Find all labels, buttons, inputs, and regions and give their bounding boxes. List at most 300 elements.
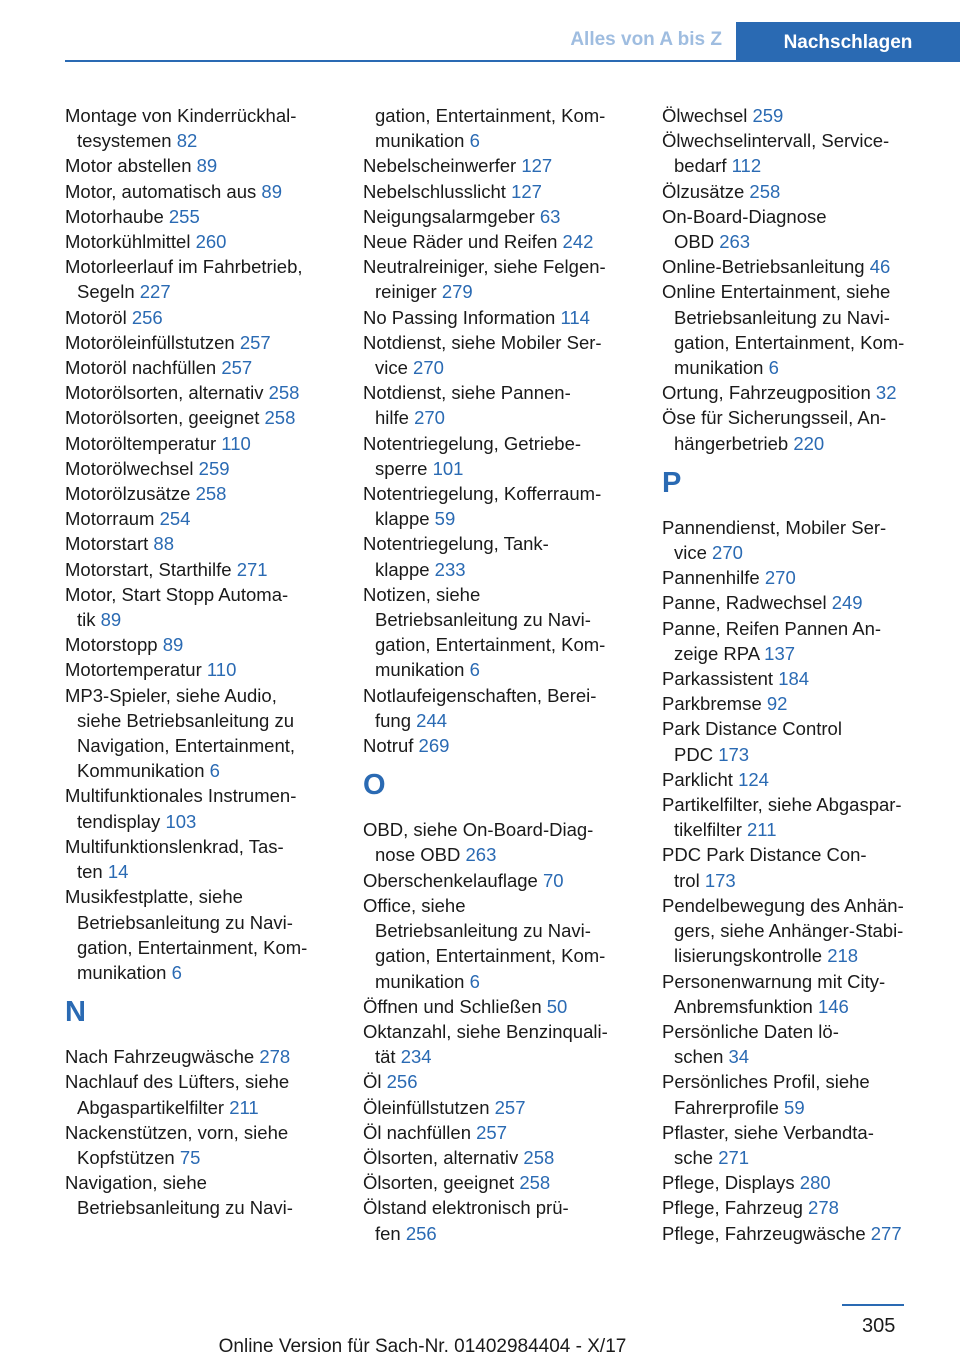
index-entry-text: Ölzusätze <box>662 180 745 202</box>
index-page-link[interactable]: 46 <box>869 256 891 278</box>
index-entry-text: Pflege, Fahrzeug <box>662 1197 803 1219</box>
index-page-link[interactable]: 32 <box>875 382 897 404</box>
index-page-link[interactable]: 263 <box>719 231 751 253</box>
index-entry <box>363 481 653 531</box>
index-entry-line <box>662 767 952 792</box>
index-entry-text: Öffnen und Schließen <box>363 995 542 1017</box>
index-entry-text: Motorkühlmittel <box>65 231 191 253</box>
index-entry-text: Parklicht <box>662 768 733 790</box>
index-entry <box>662 279 952 380</box>
index-entry-text: Nackenstützen, vorn, siehe <box>65 1121 289 1143</box>
index-entry-line <box>363 128 653 153</box>
index-entry-text: hängerbetrieb <box>674 432 789 454</box>
index-page-link[interactable]: 259 <box>752 105 784 126</box>
index-entry <box>662 103 952 128</box>
index-page-link[interactable]: 255 <box>168 205 200 227</box>
index-page-link[interactable]: 256 <box>131 306 163 328</box>
index-entry-text: Partikelfilter, siehe Abgaspar- <box>662 794 902 816</box>
index-entry-line <box>363 1044 653 1069</box>
header-section-title: Alles von A bis Z <box>570 29 722 50</box>
index-entry-text: fen <box>375 1222 401 1244</box>
index-entry-line <box>363 330 653 355</box>
index-entry-text: Betriebsanleitung zu Navi- <box>375 920 591 942</box>
index-entry-text: Navigation, siehe <box>65 1172 207 1194</box>
index-entry-line <box>65 557 355 582</box>
index-entry-line <box>65 531 355 556</box>
index-page-link[interactable]: 270 <box>764 567 796 589</box>
index-entry-line <box>363 1195 653 1220</box>
index-entry-text: schen <box>674 1046 724 1068</box>
index-page-link[interactable]: 6 <box>768 357 779 379</box>
index-entry-line <box>363 254 653 279</box>
index-page-link[interactable]: 233 <box>434 558 466 580</box>
index-entry-text: Motorleerlauf im Fahrbetrieb, <box>65 256 303 278</box>
index-page-link[interactable]: 278 <box>808 1197 839 1219</box>
index-entry-line <box>65 859 355 884</box>
index-page-link[interactable]: 112 <box>731 155 762 177</box>
index-entry <box>662 969 952 1019</box>
index-entry <box>363 254 653 304</box>
index-entry-line <box>662 994 952 1019</box>
index-entry <box>662 515 952 565</box>
index-entry-line <box>363 1069 653 1094</box>
index-page-link[interactable]: 89 <box>261 180 282 202</box>
index-entry-text: Multifunktionales Instrumen- <box>65 785 297 807</box>
index-entry-text: Motoröltemperatur <box>65 432 217 454</box>
index-page-link[interactable]: 258 <box>519 1172 551 1194</box>
index-entry-line <box>662 305 952 330</box>
index-page-link[interactable]: 127 <box>511 180 542 202</box>
index-entry-text: Motoröleinfüllstutzen <box>65 331 235 353</box>
index-page-link[interactable]: 110 <box>206 659 237 681</box>
index-entry-text: Online-Betriebsanleitung <box>662 256 865 278</box>
index-entry-text: Ölsorten, geeignet <box>363 1172 515 1194</box>
index-entry-line <box>65 657 355 682</box>
index-entry <box>662 792 952 842</box>
index-entry-text: tendisplay <box>77 810 161 832</box>
index-entry-text: sperre <box>375 457 428 479</box>
index-entry-text: Pendelbewegung des Anhän- <box>662 894 904 916</box>
index-entry <box>65 380 355 405</box>
index-entry-line <box>662 515 952 540</box>
index-entry-line <box>662 330 952 355</box>
index-entry <box>65 1120 355 1170</box>
index-entry <box>65 1044 355 1069</box>
index-entry-text: Betriebsanleitung zu Navi- <box>77 911 293 933</box>
index-page-link[interactable]: 278 <box>259 1046 291 1068</box>
index-entry-text: vice <box>375 357 408 379</box>
index-entry-text: Ortung, Fahrzeugposition <box>662 382 871 404</box>
index-page-link[interactable]: 256 <box>386 1071 418 1093</box>
index-page-link[interactable]: 103 <box>165 810 197 832</box>
index-entry-text: tikelfilter <box>674 819 742 841</box>
index-entry <box>662 179 952 204</box>
index-entry-text: Park Distance Control <box>662 718 842 740</box>
index-page-link[interactable]: 59 <box>434 508 456 530</box>
index-page-link[interactable]: 101 <box>432 457 464 479</box>
index-page-link[interactable]: 260 <box>195 231 227 253</box>
index-entry-line <box>65 935 355 960</box>
index-entry-line <box>662 1170 952 1195</box>
index-page-link[interactable]: 258 <box>523 1146 555 1168</box>
index-entry-line <box>363 405 653 430</box>
index-page-link[interactable]: 280 <box>799 1172 831 1194</box>
index-entry-line <box>65 683 355 708</box>
index-entry-line <box>662 868 952 893</box>
index-entry-text: Multifunktionslenkrad, Tas- <box>65 835 284 857</box>
index-entry <box>662 380 952 405</box>
index-entry-line <box>363 1095 653 1120</box>
index-page-link[interactable]: 271 <box>718 1146 750 1168</box>
index-entry <box>363 868 653 893</box>
index-entry <box>662 590 952 615</box>
index-entry <box>65 531 355 556</box>
index-entry-text: Öl nachfüllen <box>363 1121 471 1143</box>
index-entry-line <box>65 229 355 254</box>
index-page-link[interactable]: 75 <box>179 1146 201 1168</box>
index-entry <box>65 834 355 884</box>
index-entry-line <box>363 943 653 968</box>
index-entry <box>662 565 952 590</box>
index-entry <box>65 355 355 380</box>
index-entry-text: Notdienst, siehe Mobiler Ser- <box>363 331 602 353</box>
index-entry <box>65 1069 355 1119</box>
index-entry-text: PDC <box>674 743 714 765</box>
index-entry-line <box>65 179 355 204</box>
index-entry-text: Ölwechselintervall, Service- <box>662 130 890 152</box>
index-entry <box>363 1145 653 1170</box>
index-entry-line <box>363 582 653 607</box>
index-entry-line <box>65 884 355 909</box>
index-entry-text: Persönliches Profil, siehe <box>662 1071 870 1093</box>
index-entry <box>662 204 952 254</box>
index-entry-line <box>65 960 355 985</box>
index-entry-text: Notdienst, siehe Pannen- <box>363 382 571 404</box>
index-page-link[interactable]: 242 <box>562 231 594 253</box>
index-page-link[interactable]: 6 <box>171 961 182 983</box>
index-entry-text: Ölsorten, alternativ <box>363 1146 519 1168</box>
index-page-link[interactable]: 6 <box>209 760 220 782</box>
index-entry-text: Motorstart <box>65 533 149 555</box>
index-entry <box>363 733 653 758</box>
index-entry-line <box>65 103 355 128</box>
index-entry-text: gation, Entertainment, Kom- <box>674 331 905 353</box>
index-page-link[interactable]: 137 <box>764 642 796 664</box>
index-entry-text: Motor, automatisch aus <box>65 180 257 202</box>
index-entry-text: gers, siehe Anhänger-Stabi- <box>674 920 904 942</box>
index-page-link[interactable]: 173 <box>704 869 736 891</box>
index-entry-line <box>65 1120 355 1145</box>
index-page-link[interactable]: 277 <box>870 1222 902 1244</box>
index-page-link[interactable]: 110 <box>221 432 251 454</box>
index-page-link[interactable]: 82 <box>176 130 198 152</box>
header-chapter-tab: Nachschlagen <box>736 22 960 62</box>
index-page-link[interactable]: 114 <box>560 306 590 328</box>
index-page-link[interactable]: 218 <box>827 945 859 967</box>
index-page-link[interactable]: 271 <box>236 558 268 580</box>
index-entry-line <box>662 229 952 254</box>
index-entry-text: Neutralreiniger, siehe Felgen- <box>363 256 606 278</box>
index-entry <box>662 1120 952 1170</box>
index-page-link[interactable]: 50 <box>546 995 568 1017</box>
index-entry <box>65 582 355 632</box>
index-entry-line <box>363 918 653 943</box>
index-page-link[interactable]: 257 <box>494 1096 526 1118</box>
index-entry <box>662 1170 952 1195</box>
index-entry-text: Öleinfüllstutzen <box>363 1096 490 1118</box>
index-entry <box>65 1170 355 1220</box>
index-entry-text: Musikfestplatte, siehe <box>65 886 243 908</box>
index-entry-text: PDC Park Distance Con- <box>662 844 867 866</box>
index-entry-line <box>662 616 952 641</box>
index-entry-line <box>65 481 355 506</box>
index-entry-text: Motorölsorten, alternativ <box>65 382 264 404</box>
index-page-link[interactable]: 220 <box>793 432 825 454</box>
index-entry-line <box>363 557 653 582</box>
index-entry-text: Segeln <box>77 281 135 303</box>
index-entry-text: Panne, Radwechsel <box>662 592 827 614</box>
index-entry-line <box>363 632 653 657</box>
index-entry <box>363 531 653 581</box>
index-entry-text: lisierungskontrolle <box>674 945 823 967</box>
index-page-link[interactable]: 92 <box>766 693 788 715</box>
index-entry-line <box>662 893 952 918</box>
index-page-link[interactable]: 270 <box>712 542 743 564</box>
index-entry-line <box>363 531 653 556</box>
index-entry-text: MP3-Spieler, siehe Audio, <box>65 684 277 706</box>
index-entry-text: Motoröl <box>65 306 127 328</box>
index-page-link[interactable]: 257 <box>476 1121 507 1143</box>
index-entry-text: Motorstopp <box>65 634 158 656</box>
index-page-link[interactable]: 258 <box>749 180 781 202</box>
index-entry-text: Nach Fahrzeugwäsche <box>65 1046 255 1068</box>
index-entry-line <box>363 969 653 994</box>
index-entry-text: Anbremsfunktion <box>674 995 813 1017</box>
index-entry <box>65 481 355 506</box>
index-entry <box>363 994 653 1019</box>
index-page-link[interactable]: 6 <box>469 130 480 152</box>
index-entry-line <box>65 733 355 758</box>
index-page-link[interactable]: 258 <box>268 382 300 404</box>
index-page-link[interactable]: 6 <box>469 970 480 992</box>
index-entry-line <box>363 994 653 1019</box>
index-entry-line <box>662 1145 952 1170</box>
index-entry-text: Nachlauf des Lüfters, siehe <box>65 1071 290 1093</box>
index-entry-text: Pannendienst, Mobiler Ser- <box>662 516 887 538</box>
index-page-link[interactable]: 279 <box>441 281 473 303</box>
index-entry-text: nose OBD <box>375 844 461 866</box>
index-entry-text: tesystemen <box>77 130 172 152</box>
index-page-link[interactable]: 6 <box>469 659 480 681</box>
index-page-link[interactable]: 270 <box>413 357 444 379</box>
index-entry-line <box>65 355 355 380</box>
index-entry-line <box>662 590 952 615</box>
index-entry <box>662 666 952 691</box>
index-entry-text: Neue Räder und Reifen <box>363 231 558 253</box>
index-entry <box>363 1195 653 1245</box>
index-page-link[interactable]: 59 <box>784 1096 805 1118</box>
index-entry-line <box>65 506 355 531</box>
index-entry-line <box>662 716 952 741</box>
index-entry-line <box>65 305 355 330</box>
index-entry-line <box>363 153 653 178</box>
index-entry-text: Parkbremse <box>662 693 762 715</box>
index-entry-line <box>662 792 952 817</box>
index-entry <box>65 431 355 456</box>
index-entry-line <box>363 279 653 304</box>
index-entry-text: Kopfstützen <box>77 1146 175 1168</box>
index-page-link[interactable]: 14 <box>107 861 129 883</box>
index-entry-line <box>363 868 653 893</box>
index-entry-line <box>65 1145 355 1170</box>
index-page-link[interactable]: 88 <box>153 533 174 555</box>
page-number-rule <box>842 1304 904 1306</box>
index-page-link[interactable]: 259 <box>198 457 230 479</box>
index-entry-text: zeige RPA <box>674 642 760 664</box>
index-entry-line <box>65 1069 355 1094</box>
index-entry <box>363 817 653 867</box>
index-column-2 <box>363 103 653 1246</box>
index-entry <box>363 431 653 481</box>
index-page-link[interactable]: 258 <box>264 407 296 429</box>
index-entry-line <box>65 910 355 935</box>
index-entry-text: sche <box>674 1146 714 1168</box>
index-entry-text: Notruf <box>363 735 414 757</box>
index-entry-line <box>662 279 952 304</box>
index-page-link[interactable]: 263 <box>465 844 497 866</box>
index-entry-line <box>363 708 653 733</box>
index-entry-text: munikation <box>375 970 465 992</box>
index-entry-line <box>363 481 653 506</box>
index-entry-line <box>662 1195 952 1220</box>
index-entry-text: Motorölsorten, geeignet <box>65 407 260 429</box>
index-page-link[interactable]: 63 <box>539 205 561 227</box>
index-letter-heading: P <box>662 466 682 499</box>
index-page-link[interactable]: 211 <box>229 1096 259 1118</box>
index-page-link[interactable]: 173 <box>718 743 750 765</box>
index-entry-line <box>363 733 653 758</box>
index-entry <box>662 1069 952 1119</box>
index-entry-line <box>65 1195 355 1220</box>
index-entry-line <box>363 607 653 632</box>
index-entry-line <box>65 330 355 355</box>
footer-prefix: Online Version für Sach-Nr. 01402984404 - X/17 <box>218 1336 627 1357</box>
index-entry-text: Motorstart, Starthilfe <box>65 558 232 580</box>
index-page-link[interactable]: 146 <box>817 995 849 1017</box>
index-entry-text: Oberschenkelauflage <box>363 869 538 891</box>
index-page-link[interactable]: 127 <box>521 155 553 177</box>
index-entry-line <box>662 817 952 842</box>
index-page-link[interactable]: 124 <box>738 768 769 790</box>
index-page-link[interactable]: 254 <box>159 508 191 530</box>
index-page-link[interactable]: 211 <box>747 819 777 841</box>
index-entry <box>65 254 355 304</box>
index-entry-line <box>662 1069 952 1094</box>
index-entry-line <box>662 1019 952 1044</box>
index-page-link[interactable]: 257 <box>221 357 253 379</box>
index-page-link[interactable]: 34 <box>728 1046 750 1068</box>
index-entry-line <box>363 204 653 229</box>
index-entry-line <box>662 1120 952 1145</box>
index-entry-text: OBD, siehe On-Board-Diag- <box>363 819 594 841</box>
index-entry-text: gation, Entertainment, Kom- <box>375 634 606 656</box>
index-page-link[interactable]: 227 <box>139 281 171 303</box>
index-entry <box>363 103 653 153</box>
index-page-link[interactable]: 257 <box>239 331 271 353</box>
index-entry <box>662 1019 952 1069</box>
index-page-link[interactable]: 244 <box>416 709 448 731</box>
index-page-link[interactable]: 258 <box>195 483 227 505</box>
index-letter-heading: O <box>363 769 386 802</box>
index-page-link[interactable]: 70 <box>542 869 564 891</box>
index-entry-text: Pflaster, siehe Verbandta- <box>662 1121 874 1143</box>
index-entry-line <box>363 893 653 918</box>
index-page-link[interactable]: 184 <box>778 668 810 690</box>
index-entry-text: munikation <box>375 130 465 152</box>
index-entry-text: fung <box>375 709 412 731</box>
index-page-link[interactable]: 89 <box>162 634 184 656</box>
index-entry-line <box>662 742 952 767</box>
index-entry <box>363 1170 653 1195</box>
index-entry <box>65 506 355 531</box>
index-entry-text: Office, siehe <box>363 894 466 916</box>
index-entry-text: Motorhaube <box>65 205 164 227</box>
index-entry-text: Online Entertainment, siehe <box>662 281 891 303</box>
index-entry-line <box>662 666 952 691</box>
index-entry <box>662 616 952 666</box>
index-entry-text: vice <box>674 542 707 564</box>
index-page-link[interactable]: 89 <box>196 155 218 177</box>
index-entry-line <box>662 380 952 405</box>
index-entry-line <box>65 607 355 632</box>
index-page-link[interactable]: 269 <box>418 735 450 757</box>
index-entry-text: Motor abstellen <box>65 155 192 177</box>
index-entry-line <box>65 204 355 229</box>
index-entry-text: Motortemperatur <box>65 659 202 681</box>
index-entry <box>662 691 952 716</box>
index-page-link[interactable]: 249 <box>831 592 863 614</box>
index-entry <box>363 305 653 330</box>
index-entry-text: Pannenhilfe <box>662 567 760 589</box>
index-page-link[interactable]: 89 <box>100 609 122 631</box>
index-column-3 <box>662 103 952 1246</box>
index-entry-text: siehe Betriebsanleitung zu <box>77 709 295 731</box>
index-entry-text: tät <box>375 1046 396 1068</box>
index-entry <box>363 229 653 254</box>
index-entry-text: Kommunikation <box>77 760 205 782</box>
index-entry-line <box>363 842 653 867</box>
index-entry-text: Montage von Kinderrückhal- <box>65 105 297 126</box>
footer-text <box>0 1336 960 1358</box>
index-entry-text: gation, Entertainment, Kom- <box>375 945 606 967</box>
index-entry <box>65 456 355 481</box>
index-entry <box>363 204 653 229</box>
index-entry <box>363 1069 653 1094</box>
index-entry-text: bedarf <box>674 155 727 177</box>
index-entry-text: ten <box>77 861 103 883</box>
index-entry-line <box>65 582 355 607</box>
index-entry-line <box>65 783 355 808</box>
index-page-link[interactable]: 270 <box>414 407 445 429</box>
index-entry-text: Abgaspartikelfilter <box>77 1096 225 1118</box>
index-column-1 <box>65 103 355 1221</box>
index-page-link[interactable]: 256 <box>405 1222 437 1244</box>
index-entry <box>65 103 355 153</box>
index-entry-line <box>662 1095 952 1120</box>
index-page-link[interactable]: 234 <box>400 1046 432 1068</box>
index-entry-line <box>363 229 653 254</box>
index-entry-text: Personenwarnung mit City- <box>662 970 886 992</box>
